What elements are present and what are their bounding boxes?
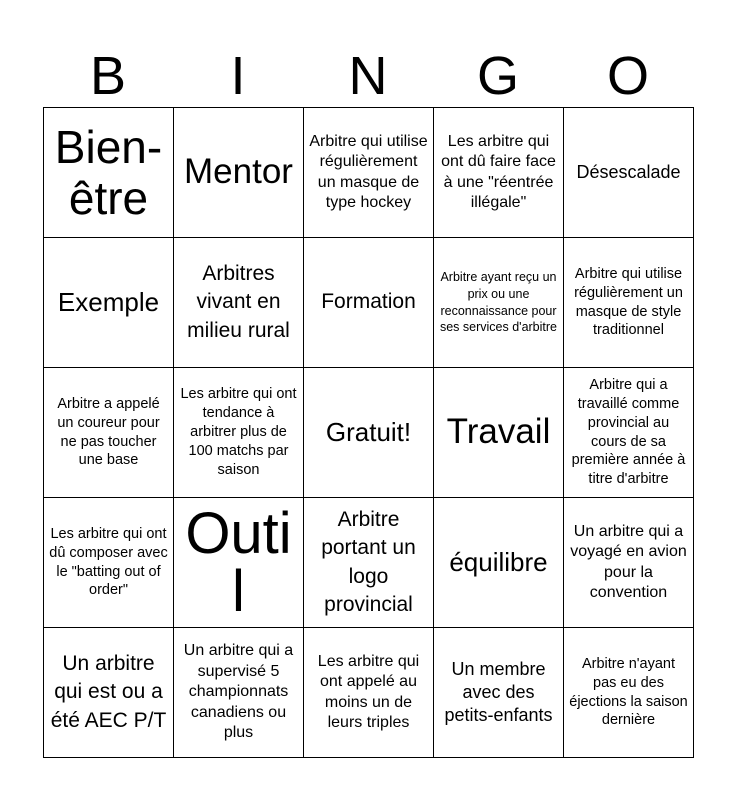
bingo-cell[interactable]: Exemple [44,238,174,368]
header-letter-o: O [606,46,649,106]
bingo-cell[interactable]: équilibre [434,498,564,628]
bingo-cell[interactable]: Arbitre portant un logo provincial [304,498,434,628]
grid-row-5 [44,628,694,758]
bingo-cell[interactable]: Un arbitre qui est ou a été AEC P/T [44,628,174,758]
header-letter-b: B [89,46,127,106]
grid-row-4 [44,498,694,628]
bingo-cell[interactable]: Formation [304,238,434,368]
bingo-cell[interactable]: Arbitre qui utilise régulièrement un masque de style traditionnel [564,238,694,368]
header-letter-i: I [230,46,246,106]
bingo-cell[interactable]: Les arbitre qui ont tendance à arbitrer plus de 100 matchs par saison [174,368,304,498]
bingo-cell[interactable]: Outil [174,498,304,628]
header-letter-n: N [348,46,388,106]
bingo-cell[interactable]: Travail [434,368,564,498]
bingo-cell[interactable]: Les arbitre qui ont dû faire face à une "réentrée illégale" [434,108,564,238]
bingo-grid [43,107,694,758]
bingo-cell[interactable]: Bien-être [44,108,174,238]
bingo-cell[interactable]: Arbitre ayant reçu un prix ou une reconnaissance pour ses services d'arbitre [434,238,564,368]
bingo-cell[interactable]: Gratuit! [304,368,434,498]
bingo-cell[interactable]: Mentor [174,108,304,238]
bingo-cell[interactable]: Les arbitre qui ont appelé au moins un de leurs triples [304,628,434,758]
bingo-cell[interactable]: Désescalade [564,108,694,238]
bingo-cell[interactable]: Arbitre n'ayant pas eu des éjections la saison dernière [564,628,694,758]
bingo-cell[interactable]: Un arbitre qui a voyagé en avion pour la convention [564,498,694,628]
grid-row-1 [44,108,694,238]
grid-row-2 [44,238,694,368]
bingo-cell[interactable]: Arbitre a appelé un coureur pour ne pas toucher une base [44,368,174,498]
bingo-header [43,44,693,108]
bingo-cell[interactable]: Arbitres vivant en milieu rural [174,238,304,368]
bingo-cell[interactable]: Un arbitre qui a supervisé 5 championnats canadiens ou plus [174,628,304,758]
grid-row-3 [44,368,694,498]
bingo-cell[interactable]: Arbitre qui a travaillé comme provincial au cours de sa première année à titre d'arbitre [564,368,694,498]
bingo-cell[interactable]: Un membre avec des petits-enfants [434,628,564,758]
header-letter-g: G [476,46,519,106]
bingo-cell[interactable]: Arbitre qui utilise régulièrement un masque de type hockey [304,108,434,238]
bingo-cell[interactable]: Les arbitre qui ont dû composer avec le "batting out of order" [44,498,174,628]
